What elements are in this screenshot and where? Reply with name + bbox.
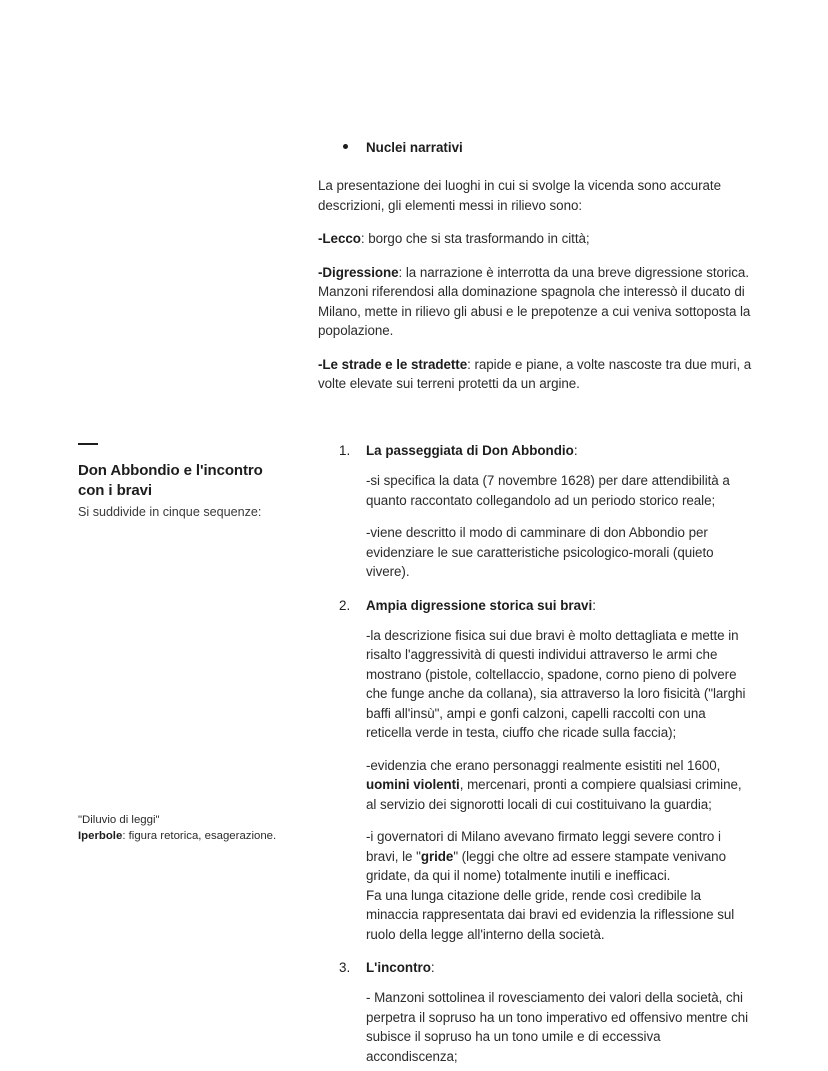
bullet-list-item xyxy=(318,138,752,157)
body-text: , mercenari, pronti a compiere qualsiasi crimine, al servizio dei signorotti locali di cui costituivano la guardia; xyxy=(366,777,742,812)
margin-note-definition xyxy=(78,828,293,844)
sidebar-subtitle: Si suddivide in cinque sequenze: xyxy=(78,505,262,519)
term-prefix: - xyxy=(318,356,323,372)
emphasis-text: uomini violenti xyxy=(366,777,460,792)
sequence-list xyxy=(318,441,752,1066)
sequence-heading: La passeggiata di Don Abbondio: xyxy=(366,443,578,458)
term-item-digressione xyxy=(318,263,752,341)
body-text: " (leggi che oltre ad essere stampate venivano gridate, da qui il nome) totalmente inutili e inefficaci. xyxy=(366,848,726,883)
term-item-lecco xyxy=(318,229,752,249)
narrative-nuclei-section xyxy=(318,138,752,394)
sequence-item xyxy=(318,441,752,582)
term-name: Digressione xyxy=(322,264,399,280)
section-rule-divider xyxy=(78,443,98,445)
term-item-strade xyxy=(318,355,752,394)
term-name: Le strade e le stradette xyxy=(322,356,468,372)
intro-paragraph: La presentazione dei luoghi in cui si svolge la vicenda sono accurate descrizioni, gli elementi messi in rilievo sono: xyxy=(318,178,721,213)
term-name: Lecco xyxy=(322,231,361,246)
body-text: -la descrizione fisica sui due bravi è molto dettagliata e mette in risalto l'aggressività di questi individui attraverso le armi che mostrano (pistole, coltellaccio, spadone, corno pieno di polvere che funge anche da collana), sia attraverso la loro fisicità ("larghi baffi all'insù", ampi e gonfi calzoni, capelli raccolti con una reticella verde in testa, ciuffo che ricade sulla faccia); xyxy=(366,627,746,740)
term-body: : rapide e piane, a volte nascoste tra due muri, a volte elevate sui terreni protetti da un argine. xyxy=(318,356,752,391)
sequence-paragraph: -viene descritto il modo di camminare di don Abbondio per evidenziare le sue caratteristiche psicologico-morali (quieto vivere). xyxy=(366,525,714,579)
sidebar-title: Don Abbondio e l'incontro con i bravi xyxy=(78,462,263,499)
sequence-item xyxy=(318,958,752,1066)
sequence-heading: L'incontro: xyxy=(366,960,435,975)
body-text: -i governatori di Milano avevano firmato leggi severe contro i bravi, le " xyxy=(366,829,721,864)
emphasis-text: gride xyxy=(420,848,454,864)
sequence-number: 2. xyxy=(339,597,351,613)
margin-note-term: Iperbole xyxy=(78,830,123,842)
sequence-item xyxy=(318,596,752,945)
term-prefix: - xyxy=(318,264,323,280)
sequence-number: 3. xyxy=(339,960,351,975)
body-text: -evidenzia che erano personaggi realmente esistiti nel 1600, xyxy=(366,757,721,773)
term-prefix: - xyxy=(318,231,323,246)
margin-note-quote: "Diluvio di leggi" xyxy=(78,814,160,826)
sidebar-margin-note xyxy=(78,812,293,844)
sequence-number: 1. xyxy=(339,443,351,458)
bullet-dot-icon xyxy=(343,144,348,149)
sequence-paragraph xyxy=(366,626,752,743)
sequence-paragraph: -si specifica la data (7 novembre 1628) per dare attendibilità a quanto raccontato collegandolo ad un periodo storico reale; xyxy=(366,473,730,508)
term-body: : borgo che si sta trasformando in città; xyxy=(360,231,590,246)
sidebar-heading-block xyxy=(78,443,293,521)
sequence-paragraph xyxy=(366,756,752,815)
margin-note-text: : figura retorica, esagerazione. xyxy=(122,830,277,842)
sequence-heading: Ampia digressione storica sui bravi: xyxy=(366,597,596,613)
term-body: : la narrazione è interrotta da una breve digressione storica. Manzoni riferendosi alla dominazione spagnola che interessò il ducato di Milano, mette in rilievo gli abusi e le prepotenze a cui veniva sottoposta la popolazione. xyxy=(318,264,751,338)
sequence-paragraph: - Manzoni sottolinea il rovesciamento dei valori della società, chi perpetra il sopruso ha un tono imperativo ed offensivo mentre chi subisce il sopruso ha un tono umile e di eccessiva accondiscenza; xyxy=(366,990,749,1064)
sequence-paragraph xyxy=(366,827,752,944)
body-text: Fa una lunga citazione delle gride, rende così credibile la minaccia rappresentata dai bravi ed evidenzia la riflessione sul ruolo della legge all'interno della società. xyxy=(366,887,735,942)
narrative-nuclei-label: Nuclei narrativi xyxy=(366,140,463,155)
